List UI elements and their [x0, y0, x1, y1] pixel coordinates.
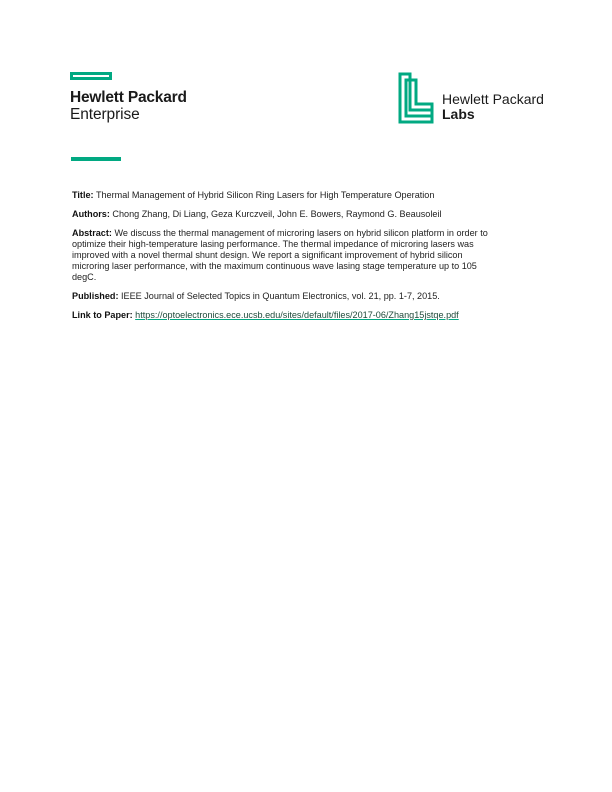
- abstract-label: Abstract:: [72, 228, 112, 238]
- paper-published: IEEE Journal of Selected Topics in Quantum Electronics, vol. 21, pp. 1-7, 2015.: [121, 291, 440, 301]
- title-label: Title:: [72, 190, 94, 200]
- abstract-line: improved with a novel thermal shunt design. We report a significant improvement of hybrid silicon: [72, 250, 463, 260]
- abstract-line: We discuss the thermal management of microring lasers on hybrid silicon platform in order to: [114, 228, 488, 238]
- abstract-line: microring laser performance, with the maximum continuous wave lasing stage temperature up to 105: [72, 261, 477, 271]
- paper-link[interactable]: https://optoelectronics.ece.ucsb.edu/sites/default/files/2017-06/Zhang15jstqe.pdf: [135, 310, 459, 320]
- authors-label: Authors:: [72, 209, 110, 219]
- paper-title: Thermal Management of Hybrid Silicon Ring Lasers for High Temperature Operation: [95, 190, 435, 200]
- link-label: Link to Paper:: [72, 310, 133, 320]
- abstract-row: [72, 228, 542, 283]
- title-row: [72, 190, 542, 201]
- abstract-line: degC.: [72, 272, 97, 282]
- published-label: Published:: [72, 291, 119, 301]
- paper-info: [72, 190, 542, 329]
- authors-row: [72, 209, 542, 220]
- hpe-logo-line2: Enterprise: [70, 106, 140, 123]
- hp-labs-logo-line2: Labs: [442, 106, 475, 122]
- hp-labs-mark-icon: [398, 72, 434, 124]
- accent-bar: [71, 157, 121, 161]
- hpe-logo: [70, 72, 187, 123]
- abstract-line: optimize their high-temperature lasing performance. The thermal impedance of microring lasers was: [72, 239, 474, 249]
- published-row: [72, 291, 542, 302]
- hpe-logo-line1: Hewlett Packard: [70, 89, 187, 106]
- link-row: [72, 310, 542, 321]
- hp-labs-logo-line1: Hewlett Packard: [442, 91, 544, 107]
- hpe-logo-bar: [70, 72, 112, 80]
- paper-authors: Chong Zhang, Di Liang, Geza Kurczveil, John E. Bowers, Raymond G. Beausoleil: [112, 209, 442, 219]
